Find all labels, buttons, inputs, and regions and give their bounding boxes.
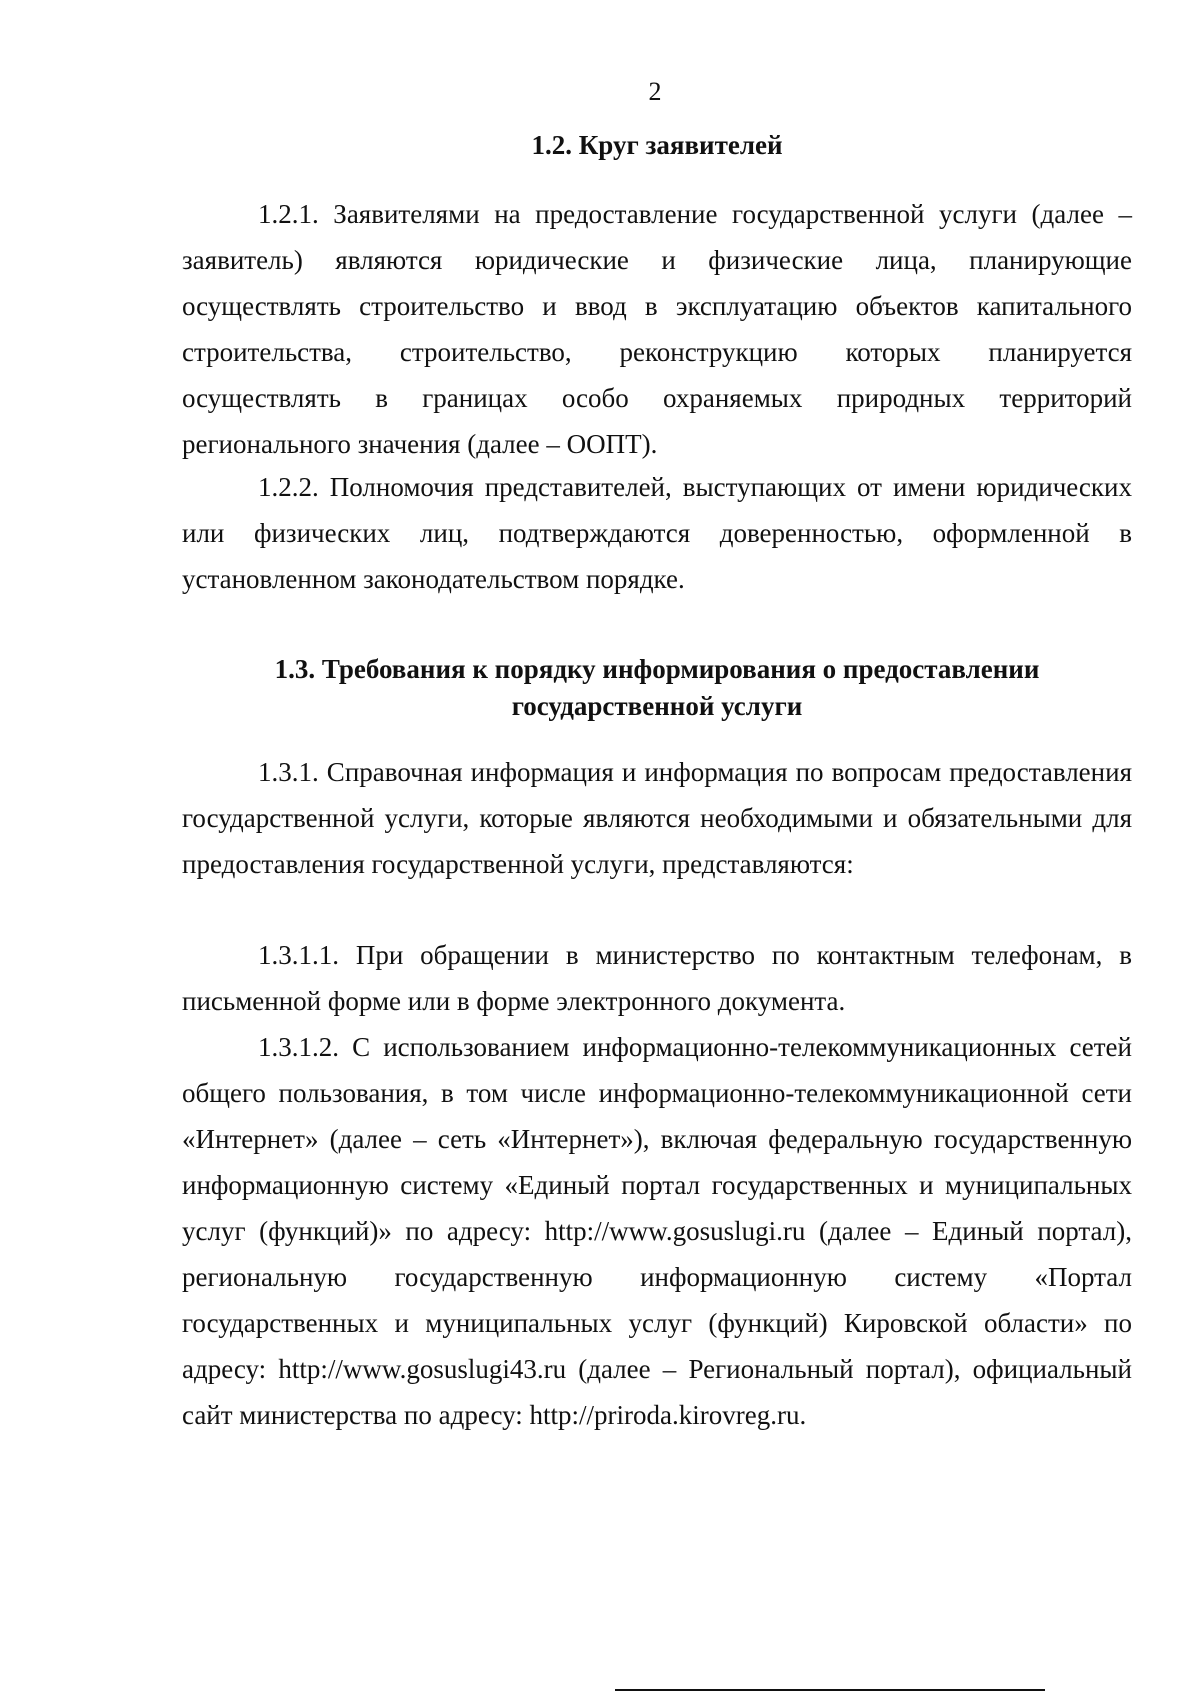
- paragraph-1-3-1-2: 1.3.1.2. С использованием информационно-телекоммуникационных сетей общего пользования, в том числе информационно-телекоммуникационной сети «Интернет» (далее – сеть «Интернет»), включая федеральную государственную информационную систему «Единый портал государственных и муниципальных услуг (функций)» по адресу: http://www.gosuslugi.ru (далее – Единый портал), региональную государственную информационную систему «Портал государственных и муниципальных услуг (функций) Кировской области» по адресу: http://www.gosuslugi43.ru (далее – Региональный портал), официальный сайт министерства по адресу: http://priroda.kirovreg.ru.: [182, 1032, 1132, 1430]
- section-heading-1-3-line2: государственной услуги: [511, 691, 803, 721]
- paragraph-1-2-1: 1.2.1. Заявителями на предоставление государственной услуги (далее – заявитель) являются юридические и физические лица, планирующие осуществлять строительство и ввод в эксплуатацию объектов капитального строительства, строительство, реконструкцию которых планируется осуществлять в границах особо охраняемых природных территорий регионального значения (далее – ООПТ).: [182, 199, 1132, 459]
- page-number: 2: [648, 77, 662, 106]
- footer-rule: [615, 1689, 1045, 1691]
- section-heading-1-3: [182, 651, 1132, 725]
- paragraph-1-3-1-1: 1.3.1.1. При обращении в министерство по контактным телефонам, в письменной форме или в форме электронного документа.: [182, 940, 1132, 1016]
- paragraph-1-3-1: 1.3.1. Справочная информация и информация по вопросам предоставления государственной услуги, которые являются необходимыми и обязательными для предоставления государственной услуги, представляются:: [182, 757, 1132, 879]
- section-heading-1-2: 1.2. Круг заявителей: [531, 130, 783, 160]
- paragraph-1-2-2: 1.2.2. Полномочия представителей, выступающих от имени юридических или физических лиц, подтверждаются доверенностью, оформленной в установленном законодательством порядке.: [182, 472, 1132, 594]
- section-heading-1-3-line1: 1.3. Требования к порядку информирования о предоставлении: [274, 654, 1040, 684]
